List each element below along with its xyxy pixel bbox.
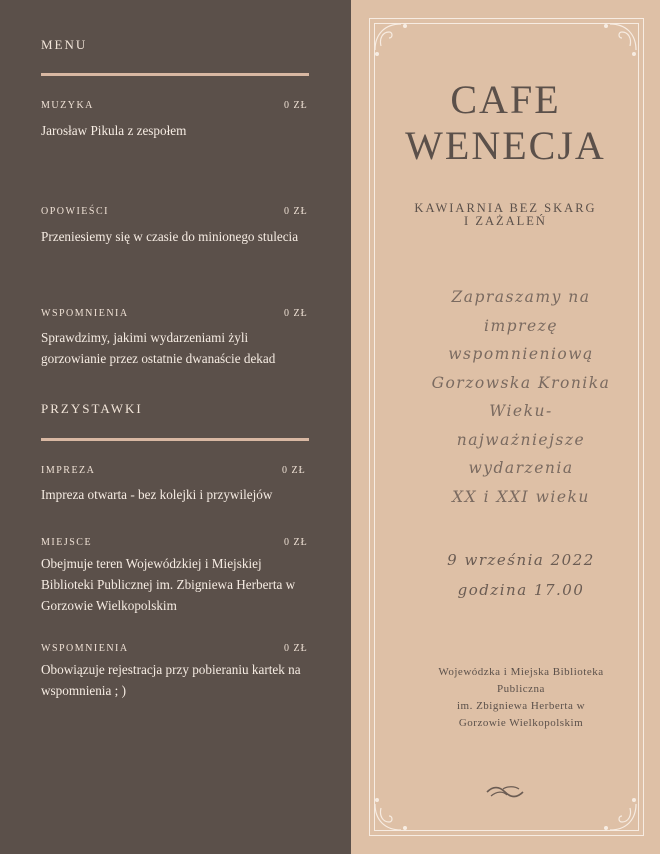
venue-line: Publiczna — [497, 683, 545, 695]
item-label-event: IMPREZA — [41, 465, 96, 476]
invitation-line: XX i XXI wieku — [452, 487, 590, 506]
item-desc-place: Obejmuje teren Wojewódzkiej i Miejskiej Biblioteki Publicznej im. Zbigniewa Herberta w Gorzowie Wielkopolskim — [41, 556, 296, 613]
invitation-line: wydarzenia — [468, 459, 574, 477]
corner-flourish-icon — [600, 20, 640, 60]
item-price-stories: 0 ZŁ — [284, 206, 308, 217]
venue-line: Gorzowie Wielkopolskim — [458, 717, 584, 729]
event-date-time: godzina 17.00 — [457, 581, 585, 599]
cafe-subtitle-line2: I ZAŻALEŃ — [464, 214, 547, 228]
corner-flourish-icon — [600, 794, 640, 834]
item-label-stories: OPOWIEŚCI — [41, 206, 109, 217]
invitation-line: najważniejsze — [456, 430, 586, 449]
corner-flourish-icon — [371, 794, 411, 834]
starters-divider — [41, 438, 309, 441]
menu-divider — [41, 73, 309, 76]
item-desc-event: Impreza otwarta - bez kolejki i przywilejów — [41, 487, 273, 502]
cafe-panel — [351, 0, 660, 854]
item-price-place: 0 ZŁ — [284, 537, 308, 548]
cafe-subtitle-line1: KAWIARNIA BEZ SKARG — [414, 201, 597, 215]
item-desc-stories: Przeniesiemy się w czasie do minionego stulecia — [41, 229, 299, 244]
cafe-title-line1: CAFE — [450, 77, 561, 122]
venue-text — [421, 664, 621, 732]
invitation-line: Wieku- — [489, 402, 553, 420]
item-label-memories: WSPOMNIENIA — [41, 308, 129, 319]
invitation-line: wspomnieniową — [448, 345, 594, 363]
invitation-line: Zapraszamy na — [451, 288, 591, 306]
event-date — [411, 545, 631, 605]
invitation-line: imprezę — [484, 316, 558, 335]
venue-line: Wojewódzka i Miejska Biblioteka — [438, 666, 604, 678]
starters-section-title: PRZYSTAWKI — [41, 401, 143, 416]
invitation-line: Gorzowska Kronika — [431, 373, 611, 392]
item-label-music: MUZYKA — [41, 100, 94, 111]
invitation-text — [421, 283, 621, 511]
event-date-day: 9 września 2022 — [447, 551, 595, 569]
item-desc-memories-2: Obowiązuje rejestracja przy pobieraniu kartek na wspomnienia ; ) — [41, 662, 301, 698]
cafe-title-line2: WENECJA — [405, 123, 606, 168]
item-label-memories-2: WSPOMNIENIA — [41, 643, 129, 654]
item-price-memories: 0 ZŁ — [284, 308, 308, 319]
wave-flourish-icon — [485, 784, 525, 800]
menu-section-title: MENU — [41, 37, 88, 52]
corner-flourish-icon — [371, 20, 411, 60]
item-desc-music: Jarosław Pikula z zespołem — [41, 123, 187, 138]
item-price-event: 0 ZŁ — [282, 465, 306, 476]
item-price-music: 0 ZŁ — [284, 100, 308, 111]
item-price-memories-2: 0 ZŁ — [284, 643, 308, 654]
item-label-place: MIEJSCE — [41, 537, 93, 548]
venue-line: im. Zbigniewa Herberta w — [456, 700, 586, 712]
item-desc-memories: Sprawdzimy, jakimi wydarzeniami żyli gorzowianie przez ostatnie dwanaście dekad — [41, 330, 276, 366]
